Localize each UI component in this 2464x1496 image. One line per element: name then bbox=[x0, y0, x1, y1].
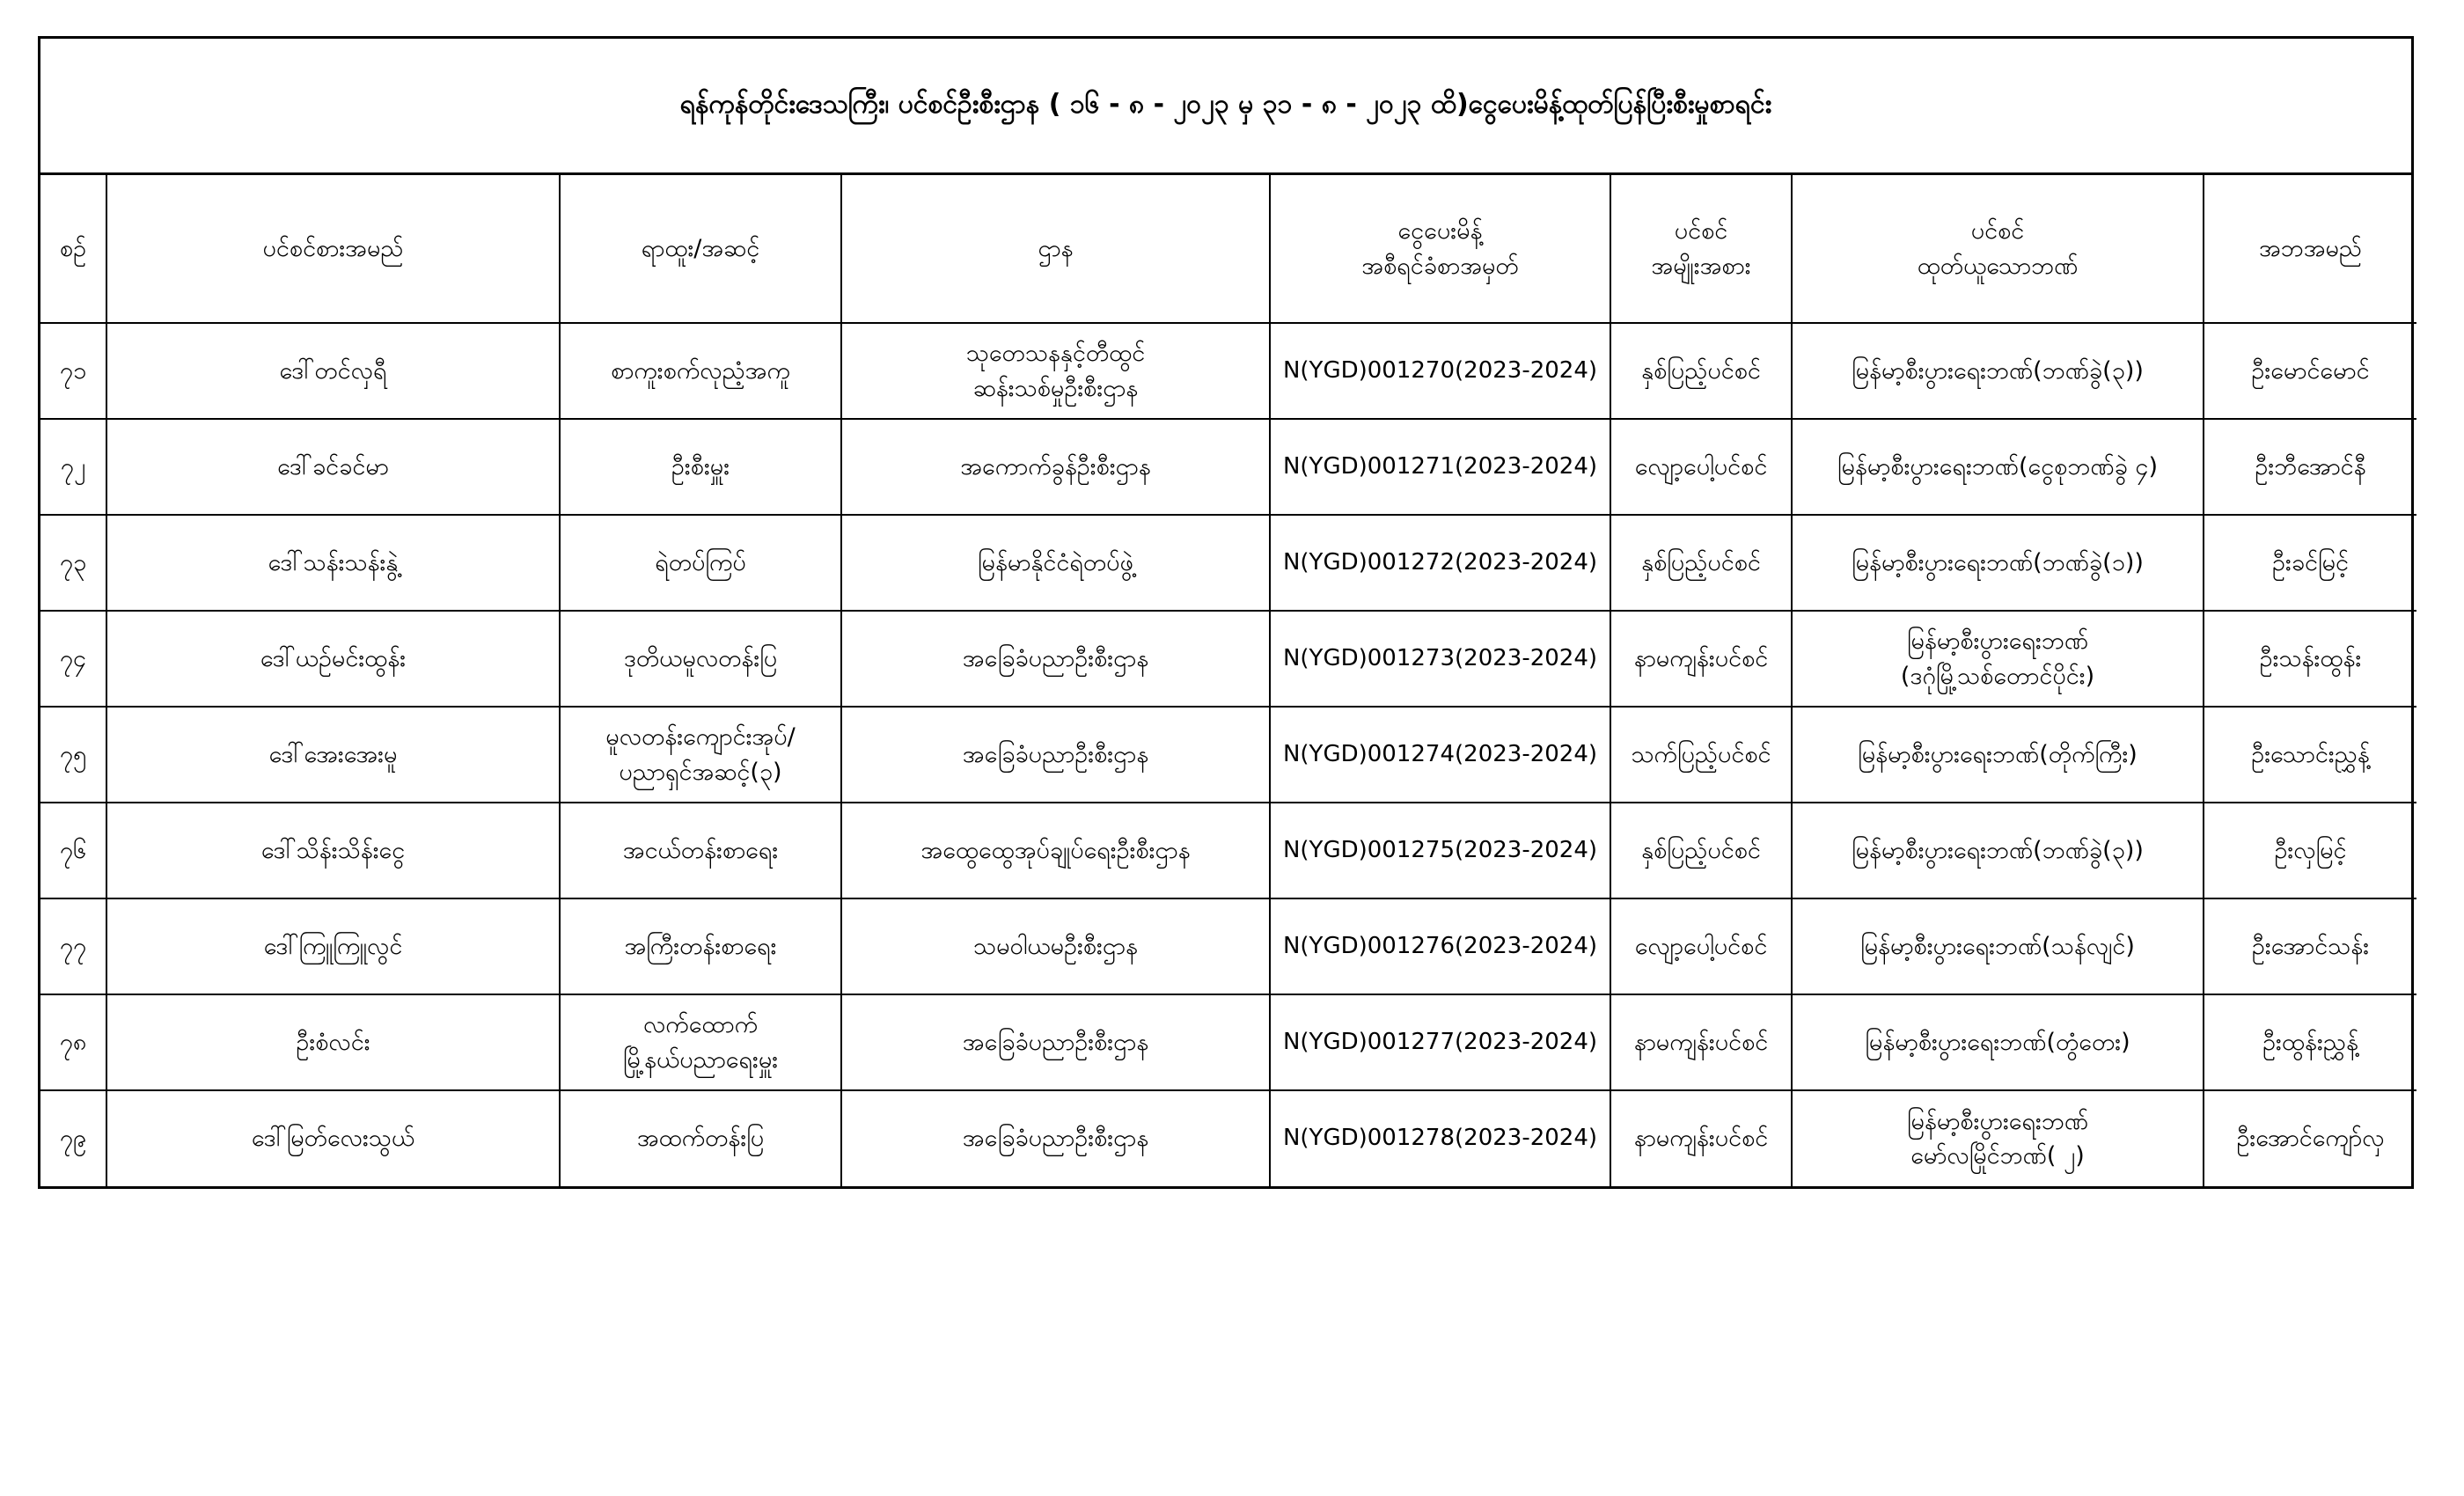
cell-bank: မြန်မာ့စီးပွားရေးဘဏ်(သန်လျင်) bbox=[1792, 898, 2204, 994]
cell-department: သမဝါယမဦးစီးဌာန bbox=[841, 898, 1270, 994]
pension-report-sheet bbox=[38, 36, 2414, 1189]
cell-position: စာကူးစက်လုညံ့အကူ bbox=[560, 323, 841, 419]
header-department: ဌာန bbox=[841, 175, 1270, 323]
table-row bbox=[40, 1090, 2416, 1186]
header-report-number: ငွေပေးမိန့် အစီရင်ခံစာအမှတ် bbox=[1270, 175, 1610, 323]
cell-department: အခြေခံပညာဦးစီးဌာန bbox=[841, 707, 1270, 803]
cell-pensioner-name: ဒေါ်ယဉ်မင်းထွန်း bbox=[106, 611, 560, 707]
table-row bbox=[40, 419, 2416, 515]
cell-position: မူလတန်းကျောင်းအုပ်/ ပညာရှင်အဆင့်(၃) bbox=[560, 707, 841, 803]
cell-father-name: ဦးခင်မြင့် bbox=[2204, 515, 2416, 611]
cell-father-name: ဦးလှမြင့် bbox=[2204, 803, 2416, 898]
cell-pension-type: လျော့ပေါ့ပင်စင် bbox=[1610, 898, 1792, 994]
cell-pension-type: သက်ပြည့်ပင်စင် bbox=[1610, 707, 1792, 803]
header-serial: စဉ် bbox=[40, 175, 106, 323]
table-header-row bbox=[40, 175, 2416, 323]
cell-bank: မြန်မာ့စီးပွားရေးဘဏ်(ငွေစုဘဏ်ခွဲ ၄) bbox=[1792, 419, 2204, 515]
cell-pensioner-name: ဒေါ်ကြူကြူလွင် bbox=[106, 898, 560, 994]
cell-father-name: ဦးအောင်သန်း bbox=[2204, 898, 2416, 994]
cell-department: မြန်မာနိုင်ငံရဲတပ်ဖွဲ့ bbox=[841, 515, 1270, 611]
cell-pension-type: နာမကျန်းပင်စင် bbox=[1610, 1090, 1792, 1186]
header-position: ရာထူး/အဆင့် bbox=[560, 175, 841, 323]
cell-pensioner-name: ဒေါ်အေးအေးမူ bbox=[106, 707, 560, 803]
cell-pension-type: နှစ်ပြည့်ပင်စင် bbox=[1610, 515, 1792, 611]
cell-report-number: N(YGD)001278(2023-2024) bbox=[1270, 1090, 1610, 1186]
cell-father-name: ဦးသောင်းညွှန့် bbox=[2204, 707, 2416, 803]
cell-bank: မြန်မာ့စီးပွားရေးဘဏ်(ဘဏ်ခွဲ(၃)) bbox=[1792, 323, 2204, 419]
header-father-name: အဘအမည် bbox=[2204, 175, 2416, 323]
cell-position: လက်ထောက် မြို့နယ်ပညာရေးမှူး bbox=[560, 994, 841, 1090]
cell-pensioner-name: ဒေါ်ခင်ခင်မာ bbox=[106, 419, 560, 515]
cell-report-number: N(YGD)001273(2023-2024) bbox=[1270, 611, 1610, 707]
cell-report-number: N(YGD)001271(2023-2024) bbox=[1270, 419, 1610, 515]
cell-father-name: ဦးအောင်ကျော်လှ bbox=[2204, 1090, 2416, 1186]
header-pension-type: ပင်စင် အမျိုးအစား bbox=[1610, 175, 1792, 323]
pension-table bbox=[40, 175, 2416, 1186]
cell-position: ဒုတိယမူလတန်းပြ bbox=[560, 611, 841, 707]
cell-bank: မြန်မာ့စီးပွားရေးဘဏ်(တွံတေး) bbox=[1792, 994, 2204, 1090]
cell-position: ဦးစီးမှူး bbox=[560, 419, 841, 515]
cell-pensioner-name: ဒေါ်တင်လှရီ bbox=[106, 323, 560, 419]
table-row bbox=[40, 611, 2416, 707]
cell-bank: မြန်မာ့စီးပွားရေးဘဏ်(တိုက်ကြီး) bbox=[1792, 707, 2204, 803]
table-row bbox=[40, 994, 2416, 1090]
cell-serial: ၇၆ bbox=[40, 803, 106, 898]
cell-pension-type: လျော့ပေါ့ပင်စင် bbox=[1610, 419, 1792, 515]
cell-department: အကောက်ခွန်ဦးစီးဌာန bbox=[841, 419, 1270, 515]
cell-serial: ၇၃ bbox=[40, 515, 106, 611]
table-row bbox=[40, 515, 2416, 611]
cell-report-number: N(YGD)001270(2023-2024) bbox=[1270, 323, 1610, 419]
table-row bbox=[40, 898, 2416, 994]
cell-report-number: N(YGD)001277(2023-2024) bbox=[1270, 994, 1610, 1090]
cell-department: အထွေထွေအုပ်ချုပ်ရေးဦးစီးဌာန bbox=[841, 803, 1270, 898]
cell-pensioner-name: ဒေါ်မြတ်လေးသွယ် bbox=[106, 1090, 560, 1186]
cell-father-name: ဦးသန်းထွန်း bbox=[2204, 611, 2416, 707]
cell-bank: မြန်မာ့စီးပွားရေးဘဏ် (ဒဂုံမြို့သစ်တောင်ပိုင်း) bbox=[1792, 611, 2204, 707]
cell-serial: ၇၄ bbox=[40, 611, 106, 707]
cell-pension-type: နှစ်ပြည့်ပင်စင် bbox=[1610, 803, 1792, 898]
cell-department: အခြေခံပညာဦးစီးဌာန bbox=[841, 611, 1270, 707]
cell-bank: မြန်မာ့စီးပွားရေးဘဏ်(ဘဏ်ခွဲ(၁)) bbox=[1792, 515, 2204, 611]
cell-pensioner-name: ဦးစံလင်း bbox=[106, 994, 560, 1090]
cell-pension-type: နာမကျန်းပင်စင် bbox=[1610, 994, 1792, 1090]
cell-report-number: N(YGD)001274(2023-2024) bbox=[1270, 707, 1610, 803]
header-bank: ပင်စင် ထုတ်ယူသောဘဏ် bbox=[1792, 175, 2204, 323]
cell-pension-type: နာမကျန်းပင်စင် bbox=[1610, 611, 1792, 707]
cell-position: အကြီးတန်းစာရေး bbox=[560, 898, 841, 994]
cell-pensioner-name: ဒေါ်သန်းသန်းနွဲ့ bbox=[106, 515, 560, 611]
header-pensioner-name: ပင်စင်စားအမည် bbox=[106, 175, 560, 323]
table-row bbox=[40, 803, 2416, 898]
cell-serial: ၇၁ bbox=[40, 323, 106, 419]
cell-department: အခြေခံပညာဦးစီးဌာန bbox=[841, 1090, 1270, 1186]
cell-serial: ၇၈ bbox=[40, 994, 106, 1090]
cell-pensioner-name: ဒေါ်သိန်းသိန်းငွေ bbox=[106, 803, 560, 898]
cell-report-number: N(YGD)001275(2023-2024) bbox=[1270, 803, 1610, 898]
cell-father-name: ဦးဘီအောင်နီ bbox=[2204, 419, 2416, 515]
cell-department: အခြေခံပညာဦးစီးဌာန bbox=[841, 994, 1270, 1090]
cell-department: သုတေသနနှင့်တီထွင် ဆန်းသစ်မှုဦးစီးဌာန bbox=[841, 323, 1270, 419]
cell-pension-type: နှစ်ပြည့်ပင်စင် bbox=[1610, 323, 1792, 419]
cell-father-name: ဦးထွန်းညွှန့် bbox=[2204, 994, 2416, 1090]
cell-bank: မြန်မာ့စီးပွားရေးဘဏ် မော်လမြိုင်ဘဏ်( ၂) bbox=[1792, 1090, 2204, 1186]
cell-position: အထက်တန်းပြ bbox=[560, 1090, 841, 1186]
cell-serial: ၇၇ bbox=[40, 898, 106, 994]
cell-serial: ၇၅ bbox=[40, 707, 106, 803]
cell-position: အငယ်တန်းစာရေး bbox=[560, 803, 841, 898]
report-title: ရန်ကုန်တိုင်းဒေသကြီး၊ ပင်စင်ဦးစီးဌာန ( ၁၆ - ၈ - ၂၀၂၃ မှ ၃၁ - ၈ - ၂၀၂၃ ထိ)ငွေပေးမိန့်ထုတ်ပြန်ပြီးစီးမှုစာရင်း bbox=[40, 39, 2411, 175]
cell-serial: ၇၉ bbox=[40, 1090, 106, 1186]
table-row bbox=[40, 707, 2416, 803]
cell-serial: ၇၂ bbox=[40, 419, 106, 515]
cell-position: ရဲတပ်ကြပ် bbox=[560, 515, 841, 611]
cell-father-name: ဦးမောင်မောင် bbox=[2204, 323, 2416, 419]
cell-report-number: N(YGD)001272(2023-2024) bbox=[1270, 515, 1610, 611]
table-row bbox=[40, 323, 2416, 419]
cell-report-number: N(YGD)001276(2023-2024) bbox=[1270, 898, 1610, 994]
cell-bank: မြန်မာ့စီးပွားရေးဘဏ်(ဘဏ်ခွဲ(၃)) bbox=[1792, 803, 2204, 898]
